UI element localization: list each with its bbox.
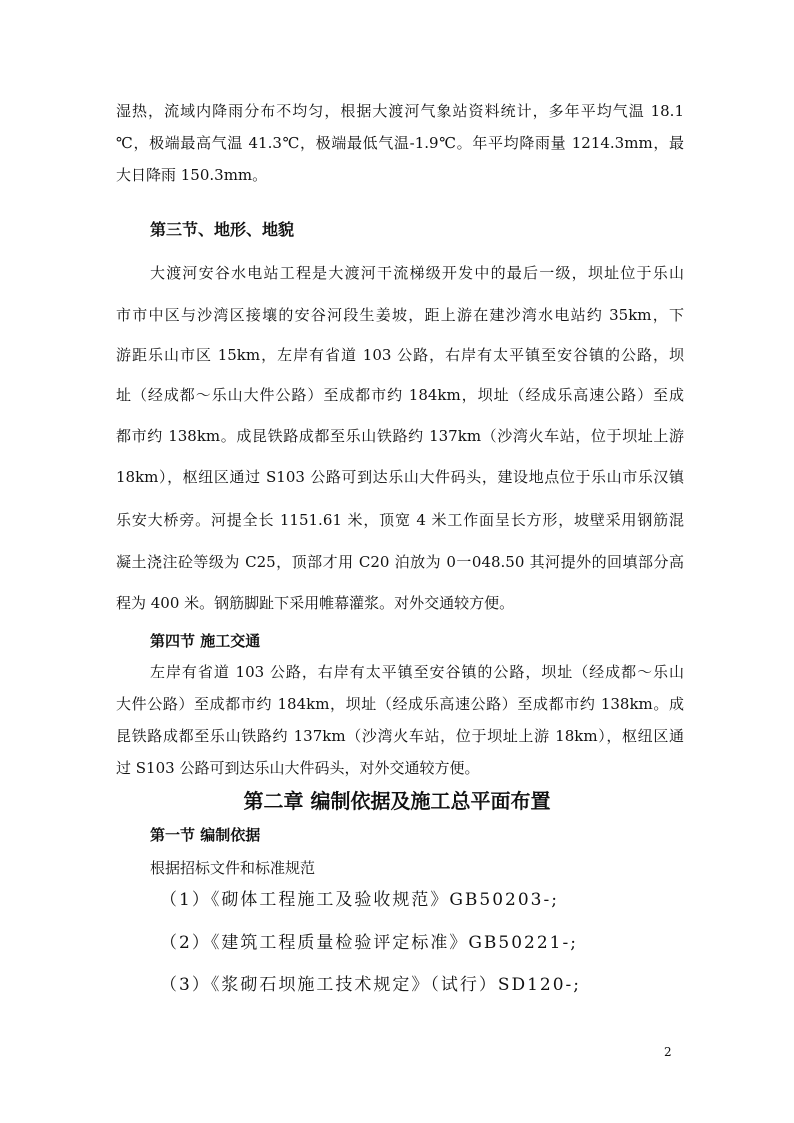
paragraph-line: 昆铁路成都至乐山铁路约 137km（沙湾火车站，位于坝址上游 18km），枢纽区通: [116, 727, 684, 745]
paragraph-line: 程为 400 米。钢筋脚趾下采用帷幕灌浆。对外交通较方便。: [116, 594, 515, 612]
paragraph-line: 市市中区与沙湾区接壤的安谷河段生姜坡，距上游在建沙湾水电站约 35km，下: [116, 306, 684, 324]
paragraph-line: 根据招标文件和标准规范: [150, 859, 316, 877]
chapter-heading: 第二章 编制依据及施工总平面布置: [243, 789, 551, 813]
paragraph-line: 游距乐山市区 15km，左岸有省道 103 公路，右岸有太平镇至安谷镇的公路，坝: [116, 346, 684, 364]
paragraph-line: 大渡河安谷水电站工程是大渡河干流梯级开发中的最后一级，坝址位于乐山: [150, 264, 684, 282]
paragraph-line: 过 S103 公路可到达乐山大件码头，对外交通较方便。: [116, 759, 480, 777]
page-number: 2: [664, 1045, 672, 1059]
section-heading: 第一节 编制依据: [150, 826, 261, 844]
reference-item: （3）《浆砌石坝施工技术规定》（试行）SD120-;: [160, 975, 582, 995]
paragraph-line: 大件公路）至成都市约 184km，坝址（经成乐高速公路）至成都市约 138km。成: [116, 695, 684, 713]
paragraph-line: 址（经成都～乐山大件公路）至成都市约 184km，坝址（经成乐高速公路）至成: [116, 386, 684, 404]
paragraph-line: 左岸有省道 103 公路，右岸有太平镇至安谷镇的公路，坝址（经成都～乐山: [150, 663, 684, 681]
section-heading: 第三节、地形、地貌: [150, 220, 295, 239]
paragraph-line: ℃，极端最高气温 41.3℃，极端最低气温-1.9℃。年平均降雨量 1214.3mm，最: [116, 134, 684, 152]
paragraph-line: 湿热，流域内降雨分布不均匀，根据大渡河气象站资料统计，多年平均气温 18.1: [116, 102, 684, 120]
section-heading: 第四节 施工交通: [150, 632, 261, 650]
paragraph-line: 凝土浇注砼等级为 C25，顶部才用 C20 泊放为 0一048.50 其河提外的回填部分高: [116, 553, 684, 571]
paragraph-line: 乐安大桥旁。河提全长 1151.61 米，顶宽 4 米工作面呈长方形，坡壁采用钢筋混: [116, 511, 684, 529]
reference-item: （2）《建筑工程质量检验评定标准》GB50221-;: [160, 933, 578, 953]
paragraph-line: 都市约 138km。成昆铁路成都至乐山铁路约 137km（沙湾火车站，位于坝址上游: [116, 427, 684, 445]
paragraph-line: 18km），枢纽区通过 S103 公路可到达乐山大件码头，建设地点位于乐山市乐汉镇: [116, 468, 684, 486]
paragraph-line: 大日降雨 150.3mm。: [116, 166, 268, 184]
reference-item: （1）《砌体工程施工及验收规范》GB50203-;: [160, 890, 559, 910]
